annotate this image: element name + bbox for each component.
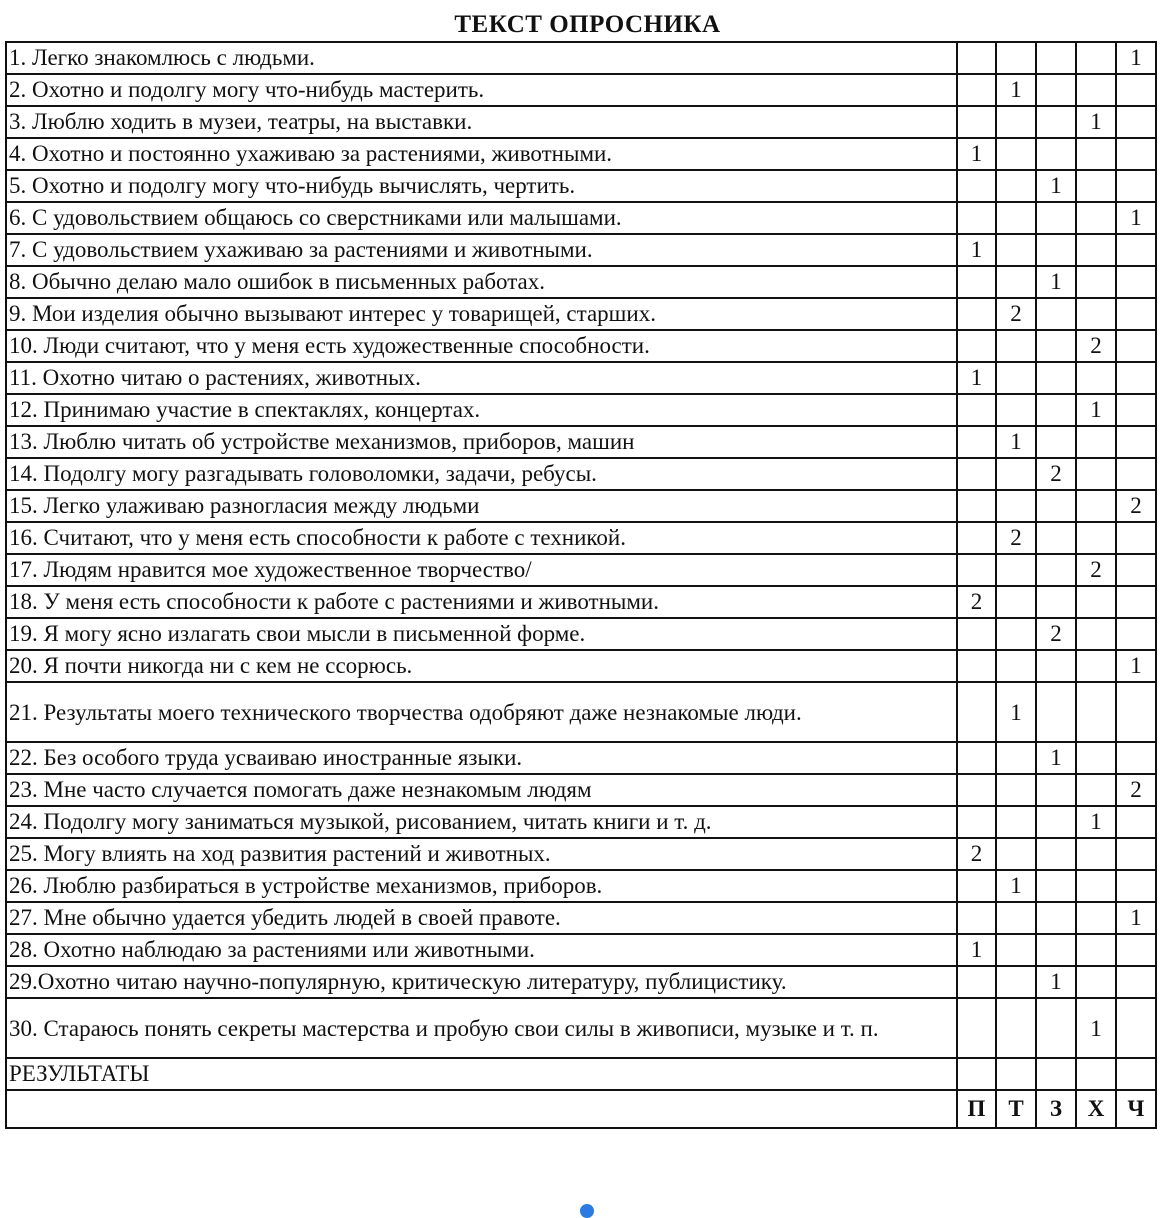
score-cell-Ч: [1116, 870, 1156, 902]
score-cell-Ч: [1116, 362, 1156, 394]
result-cell-Х: [1076, 1058, 1116, 1090]
score-cell-Х: 2: [1076, 554, 1116, 586]
column-label-П: П: [957, 1090, 996, 1128]
score-cell-З: [1036, 554, 1076, 586]
score-cell-Ч: [1116, 298, 1156, 330]
question-row: [6, 42, 1156, 74]
question-row: [6, 458, 1156, 490]
score-cell-Т: [996, 138, 1036, 170]
score-cell-Х: 1: [1076, 806, 1116, 838]
score-cell-П: 1: [957, 234, 996, 266]
score-cell-Ч: [1116, 554, 1156, 586]
question-text: 13. Люблю читать об устройстве механизмов, приборов, машин: [6, 426, 957, 458]
score-cell-Т: [996, 490, 1036, 522]
score-cell-З: 1: [1036, 742, 1076, 774]
score-cell-Т: [996, 42, 1036, 74]
score-cell-Ч: [1116, 138, 1156, 170]
score-cell-П: [957, 42, 996, 74]
results-row: [6, 1058, 1156, 1090]
score-cell-Ч: [1116, 934, 1156, 966]
page-indicator-dot: [580, 1204, 594, 1218]
score-cell-З: [1036, 330, 1076, 362]
score-cell-П: [957, 330, 996, 362]
score-cell-П: [957, 202, 996, 234]
question-row: [6, 586, 1156, 618]
question-row: [6, 138, 1156, 170]
score-cell-З: 2: [1036, 618, 1076, 650]
question-text: 26. Люблю разбираться в устройстве механизмов, приборов.: [6, 870, 957, 902]
score-cell-П: [957, 106, 996, 138]
score-cell-П: [957, 650, 996, 682]
score-cell-Х: [1076, 650, 1116, 682]
score-cell-Т: [996, 998, 1036, 1058]
question-text: 15. Легко улаживаю разногласия между людьми: [6, 490, 957, 522]
score-cell-Т: [996, 362, 1036, 394]
score-cell-Т: [996, 234, 1036, 266]
score-cell-Ч: [1116, 458, 1156, 490]
score-cell-З: 1: [1036, 170, 1076, 202]
score-cell-П: [957, 458, 996, 490]
score-cell-Т: [996, 838, 1036, 870]
score-cell-П: [957, 902, 996, 934]
score-cell-З: 1: [1036, 966, 1076, 998]
score-cell-З: 2: [1036, 458, 1076, 490]
question-text: 12. Принимаю участие в спектаклях, концертах.: [6, 394, 957, 426]
score-cell-П: [957, 490, 996, 522]
score-cell-Х: [1076, 966, 1116, 998]
score-cell-З: [1036, 106, 1076, 138]
question-text: 24. Подолгу могу заниматься музыкой, рисованием, читать книги и т. д.: [6, 806, 957, 838]
question-text: 7. С удовольствием ухаживаю за растениями и животными.: [6, 234, 957, 266]
score-cell-Т: [996, 170, 1036, 202]
score-cell-Т: [996, 554, 1036, 586]
result-cell-Ч: [1116, 1058, 1156, 1090]
score-cell-Ч: [1116, 234, 1156, 266]
score-cell-З: [1036, 138, 1076, 170]
score-cell-Х: [1076, 362, 1116, 394]
score-cell-П: [957, 998, 996, 1058]
result-cell-П: [957, 1058, 996, 1090]
score-cell-Х: [1076, 902, 1116, 934]
question-row: [6, 522, 1156, 554]
score-cell-Х: [1076, 266, 1116, 298]
score-cell-Т: 1: [996, 426, 1036, 458]
score-cell-Ч: [1116, 838, 1156, 870]
question-row: [6, 362, 1156, 394]
question-row: [6, 998, 1156, 1058]
score-cell-Х: [1076, 138, 1116, 170]
question-text: 1. Легко знакомлюсь с людьми.: [6, 42, 957, 74]
score-cell-П: [957, 298, 996, 330]
score-cell-П: [957, 618, 996, 650]
question-text: 9. Мои изделия обычно вызывают интерес у товарищей, старших.: [6, 298, 957, 330]
question-row: [6, 966, 1156, 998]
score-cell-З: [1036, 74, 1076, 106]
column-labels-row: [6, 1090, 1156, 1128]
score-cell-Ч: [1116, 586, 1156, 618]
score-cell-Х: [1076, 742, 1116, 774]
score-cell-Х: 1: [1076, 998, 1116, 1058]
score-cell-Х: [1076, 170, 1116, 202]
question-text: 16. Считают, что у меня есть способности к работе с техникой.: [6, 522, 957, 554]
question-text: 2. Охотно и подолгу могу что-нибудь мастерить.: [6, 74, 957, 106]
question-text: 29.Охотно читаю научно-популярную, критическую литературу, публицистику.: [6, 966, 957, 998]
score-cell-З: [1036, 902, 1076, 934]
score-cell-П: [957, 870, 996, 902]
score-cell-П: [957, 966, 996, 998]
score-cell-Х: [1076, 682, 1116, 742]
score-cell-Х: [1076, 522, 1116, 554]
question-text: 5. Охотно и подолгу могу что-нибудь вычислять, чертить.: [6, 170, 957, 202]
question-row: [6, 554, 1156, 586]
score-cell-Ч: 1: [1116, 902, 1156, 934]
score-cell-Т: 1: [996, 870, 1036, 902]
score-cell-Т: [996, 106, 1036, 138]
question-row: [6, 618, 1156, 650]
blank-cell: [6, 1090, 957, 1128]
score-cell-З: [1036, 774, 1076, 806]
score-cell-Т: 1: [996, 682, 1036, 742]
score-cell-Х: 1: [1076, 106, 1116, 138]
question-text: 11. Охотно читаю о растениях, животных.: [6, 362, 957, 394]
score-cell-Х: [1076, 870, 1116, 902]
score-cell-П: [957, 266, 996, 298]
score-cell-П: 1: [957, 934, 996, 966]
score-cell-Х: [1076, 426, 1116, 458]
question-row: [6, 682, 1156, 742]
score-cell-З: [1036, 298, 1076, 330]
question-text: 19. Я могу ясно излагать свои мысли в письменной форме.: [6, 618, 957, 650]
question-text: 18. У меня есть способности к работе с растениями и животными.: [6, 586, 957, 618]
score-cell-З: [1036, 42, 1076, 74]
result-cell-З: [1036, 1058, 1076, 1090]
score-cell-З: [1036, 870, 1076, 902]
score-cell-Ч: 1: [1116, 42, 1156, 74]
score-cell-З: [1036, 838, 1076, 870]
question-row: [6, 298, 1156, 330]
question-text: 3. Люблю ходить в музеи, театры, на выставки.: [6, 106, 957, 138]
score-cell-Х: [1076, 234, 1116, 266]
score-cell-Т: [996, 618, 1036, 650]
score-cell-Ч: [1116, 426, 1156, 458]
score-cell-Т: [996, 650, 1036, 682]
question-text: 22. Без особого труда усваиваю иностранные языки.: [6, 742, 957, 774]
question-text: 8. Обычно делаю мало ошибок в письменных работах.: [6, 266, 957, 298]
question-row: [6, 742, 1156, 774]
score-cell-Ч: [1116, 742, 1156, 774]
score-cell-Ч: [1116, 266, 1156, 298]
score-cell-Т: [996, 202, 1036, 234]
question-row: [6, 170, 1156, 202]
question-text: 28. Охотно наблюдаю за растениями или животными.: [6, 934, 957, 966]
score-cell-З: [1036, 234, 1076, 266]
score-cell-З: [1036, 806, 1076, 838]
result-cell-Т: [996, 1058, 1036, 1090]
question-row: [6, 870, 1156, 902]
score-cell-Ч: [1116, 330, 1156, 362]
score-cell-З: [1036, 490, 1076, 522]
score-cell-Х: [1076, 838, 1116, 870]
question-text: 27. Мне обычно удается убедить людей в своей правоте.: [6, 902, 957, 934]
question-text: 10. Люди считают, что у меня есть художественные способности.: [6, 330, 957, 362]
score-cell-П: 2: [957, 586, 996, 618]
score-cell-Т: [996, 806, 1036, 838]
score-cell-Ч: 1: [1116, 202, 1156, 234]
score-cell-Х: [1076, 774, 1116, 806]
question-text: 25. Могу влиять на ход развития растений и животных.: [6, 838, 957, 870]
score-cell-Т: [996, 934, 1036, 966]
question-text: 30. Стараюсь понять секреты мастерства и пробую свои силы в живописи, музыке и т. п.: [6, 998, 957, 1058]
question-row: [6, 234, 1156, 266]
question-text: 20. Я почти никогда ни с кем не ссорюсь.: [6, 650, 957, 682]
score-cell-П: [957, 554, 996, 586]
question-row: [6, 106, 1156, 138]
score-cell-Ч: [1116, 966, 1156, 998]
question-text: 6. С удовольствием общаюсь со сверстниками или малышами.: [6, 202, 957, 234]
page-title: ТЕКСТ ОПРОСНИКА: [454, 11, 721, 38]
questionnaire-table: [5, 41, 1157, 1129]
score-cell-П: [957, 74, 996, 106]
score-cell-З: [1036, 202, 1076, 234]
score-cell-З: [1036, 650, 1076, 682]
questionnaire-body: [6, 42, 1156, 1128]
score-cell-П: [957, 426, 996, 458]
score-cell-Т: 2: [996, 522, 1036, 554]
score-cell-Ч: [1116, 522, 1156, 554]
question-row: [6, 394, 1156, 426]
score-cell-Х: 1: [1076, 394, 1116, 426]
score-cell-П: [957, 742, 996, 774]
score-cell-Ч: [1116, 806, 1156, 838]
score-cell-Х: [1076, 586, 1116, 618]
score-cell-Х: [1076, 42, 1116, 74]
score-cell-З: [1036, 522, 1076, 554]
score-cell-П: [957, 394, 996, 426]
column-label-З: З: [1036, 1090, 1076, 1128]
score-cell-П: 1: [957, 138, 996, 170]
score-cell-Х: [1076, 202, 1116, 234]
question-row: [6, 202, 1156, 234]
score-cell-З: [1036, 682, 1076, 742]
score-cell-Х: [1076, 298, 1116, 330]
results-label: РЕЗУЛЬТАТЫ: [6, 1058, 957, 1090]
score-cell-П: [957, 682, 996, 742]
question-row: [6, 650, 1156, 682]
score-cell-З: [1036, 586, 1076, 618]
score-cell-Ч: [1116, 170, 1156, 202]
column-label-Х: Х: [1076, 1090, 1116, 1128]
score-cell-Ч: [1116, 998, 1156, 1058]
question-row: [6, 934, 1156, 966]
score-cell-Ч: [1116, 618, 1156, 650]
score-cell-Т: [996, 458, 1036, 490]
score-cell-Т: [996, 966, 1036, 998]
score-cell-Т: 2: [996, 298, 1036, 330]
score-cell-Х: 2: [1076, 330, 1116, 362]
question-row: [6, 490, 1156, 522]
question-row: [6, 774, 1156, 806]
score-cell-З: [1036, 998, 1076, 1058]
score-cell-П: [957, 806, 996, 838]
score-cell-Х: [1076, 74, 1116, 106]
score-cell-Ч: 1: [1116, 650, 1156, 682]
score-cell-Ч: [1116, 106, 1156, 138]
question-row: [6, 74, 1156, 106]
score-cell-П: [957, 522, 996, 554]
score-cell-Ч: [1116, 682, 1156, 742]
score-cell-Т: 1: [996, 74, 1036, 106]
question-row: [6, 330, 1156, 362]
score-cell-Х: [1076, 934, 1116, 966]
score-cell-Т: [996, 586, 1036, 618]
score-cell-Т: [996, 330, 1036, 362]
score-cell-З: 1: [1036, 266, 1076, 298]
score-cell-Ч: [1116, 74, 1156, 106]
question-row: [6, 806, 1156, 838]
score-cell-Т: [996, 394, 1036, 426]
score-cell-Т: [996, 774, 1036, 806]
question-text: 23. Мне часто случается помогать даже незнакомым людям: [6, 774, 957, 806]
score-cell-Ч: 2: [1116, 490, 1156, 522]
score-cell-Ч: [1116, 394, 1156, 426]
score-cell-Т: [996, 902, 1036, 934]
column-label-Ч: Ч: [1116, 1090, 1156, 1128]
score-cell-П: [957, 774, 996, 806]
column-label-Т: Т: [996, 1090, 1036, 1128]
question-text: 17. Людям нравится мое художественное творчество/: [6, 554, 957, 586]
score-cell-З: [1036, 394, 1076, 426]
score-cell-З: [1036, 934, 1076, 966]
question-text: 4. Охотно и постоянно ухаживаю за растениями, животными.: [6, 138, 957, 170]
question-row: [6, 266, 1156, 298]
score-cell-Т: [996, 742, 1036, 774]
score-cell-З: [1036, 426, 1076, 458]
question-text: 21. Результаты моего технического творчества одобряют даже незнакомые люди.: [6, 682, 957, 742]
score-cell-Ч: 2: [1116, 774, 1156, 806]
score-cell-П: [957, 170, 996, 202]
question-row: [6, 838, 1156, 870]
question-row: [6, 426, 1156, 458]
score-cell-З: [1036, 362, 1076, 394]
score-cell-Т: [996, 266, 1036, 298]
score-cell-П: 2: [957, 838, 996, 870]
score-cell-Х: [1076, 458, 1116, 490]
question-row: [6, 902, 1156, 934]
question-text: 14. Подолгу могу разгадывать головоломки, задачи, ребусы.: [6, 458, 957, 490]
score-cell-П: 1: [957, 362, 996, 394]
score-cell-Х: [1076, 490, 1116, 522]
score-cell-Х: [1076, 618, 1116, 650]
